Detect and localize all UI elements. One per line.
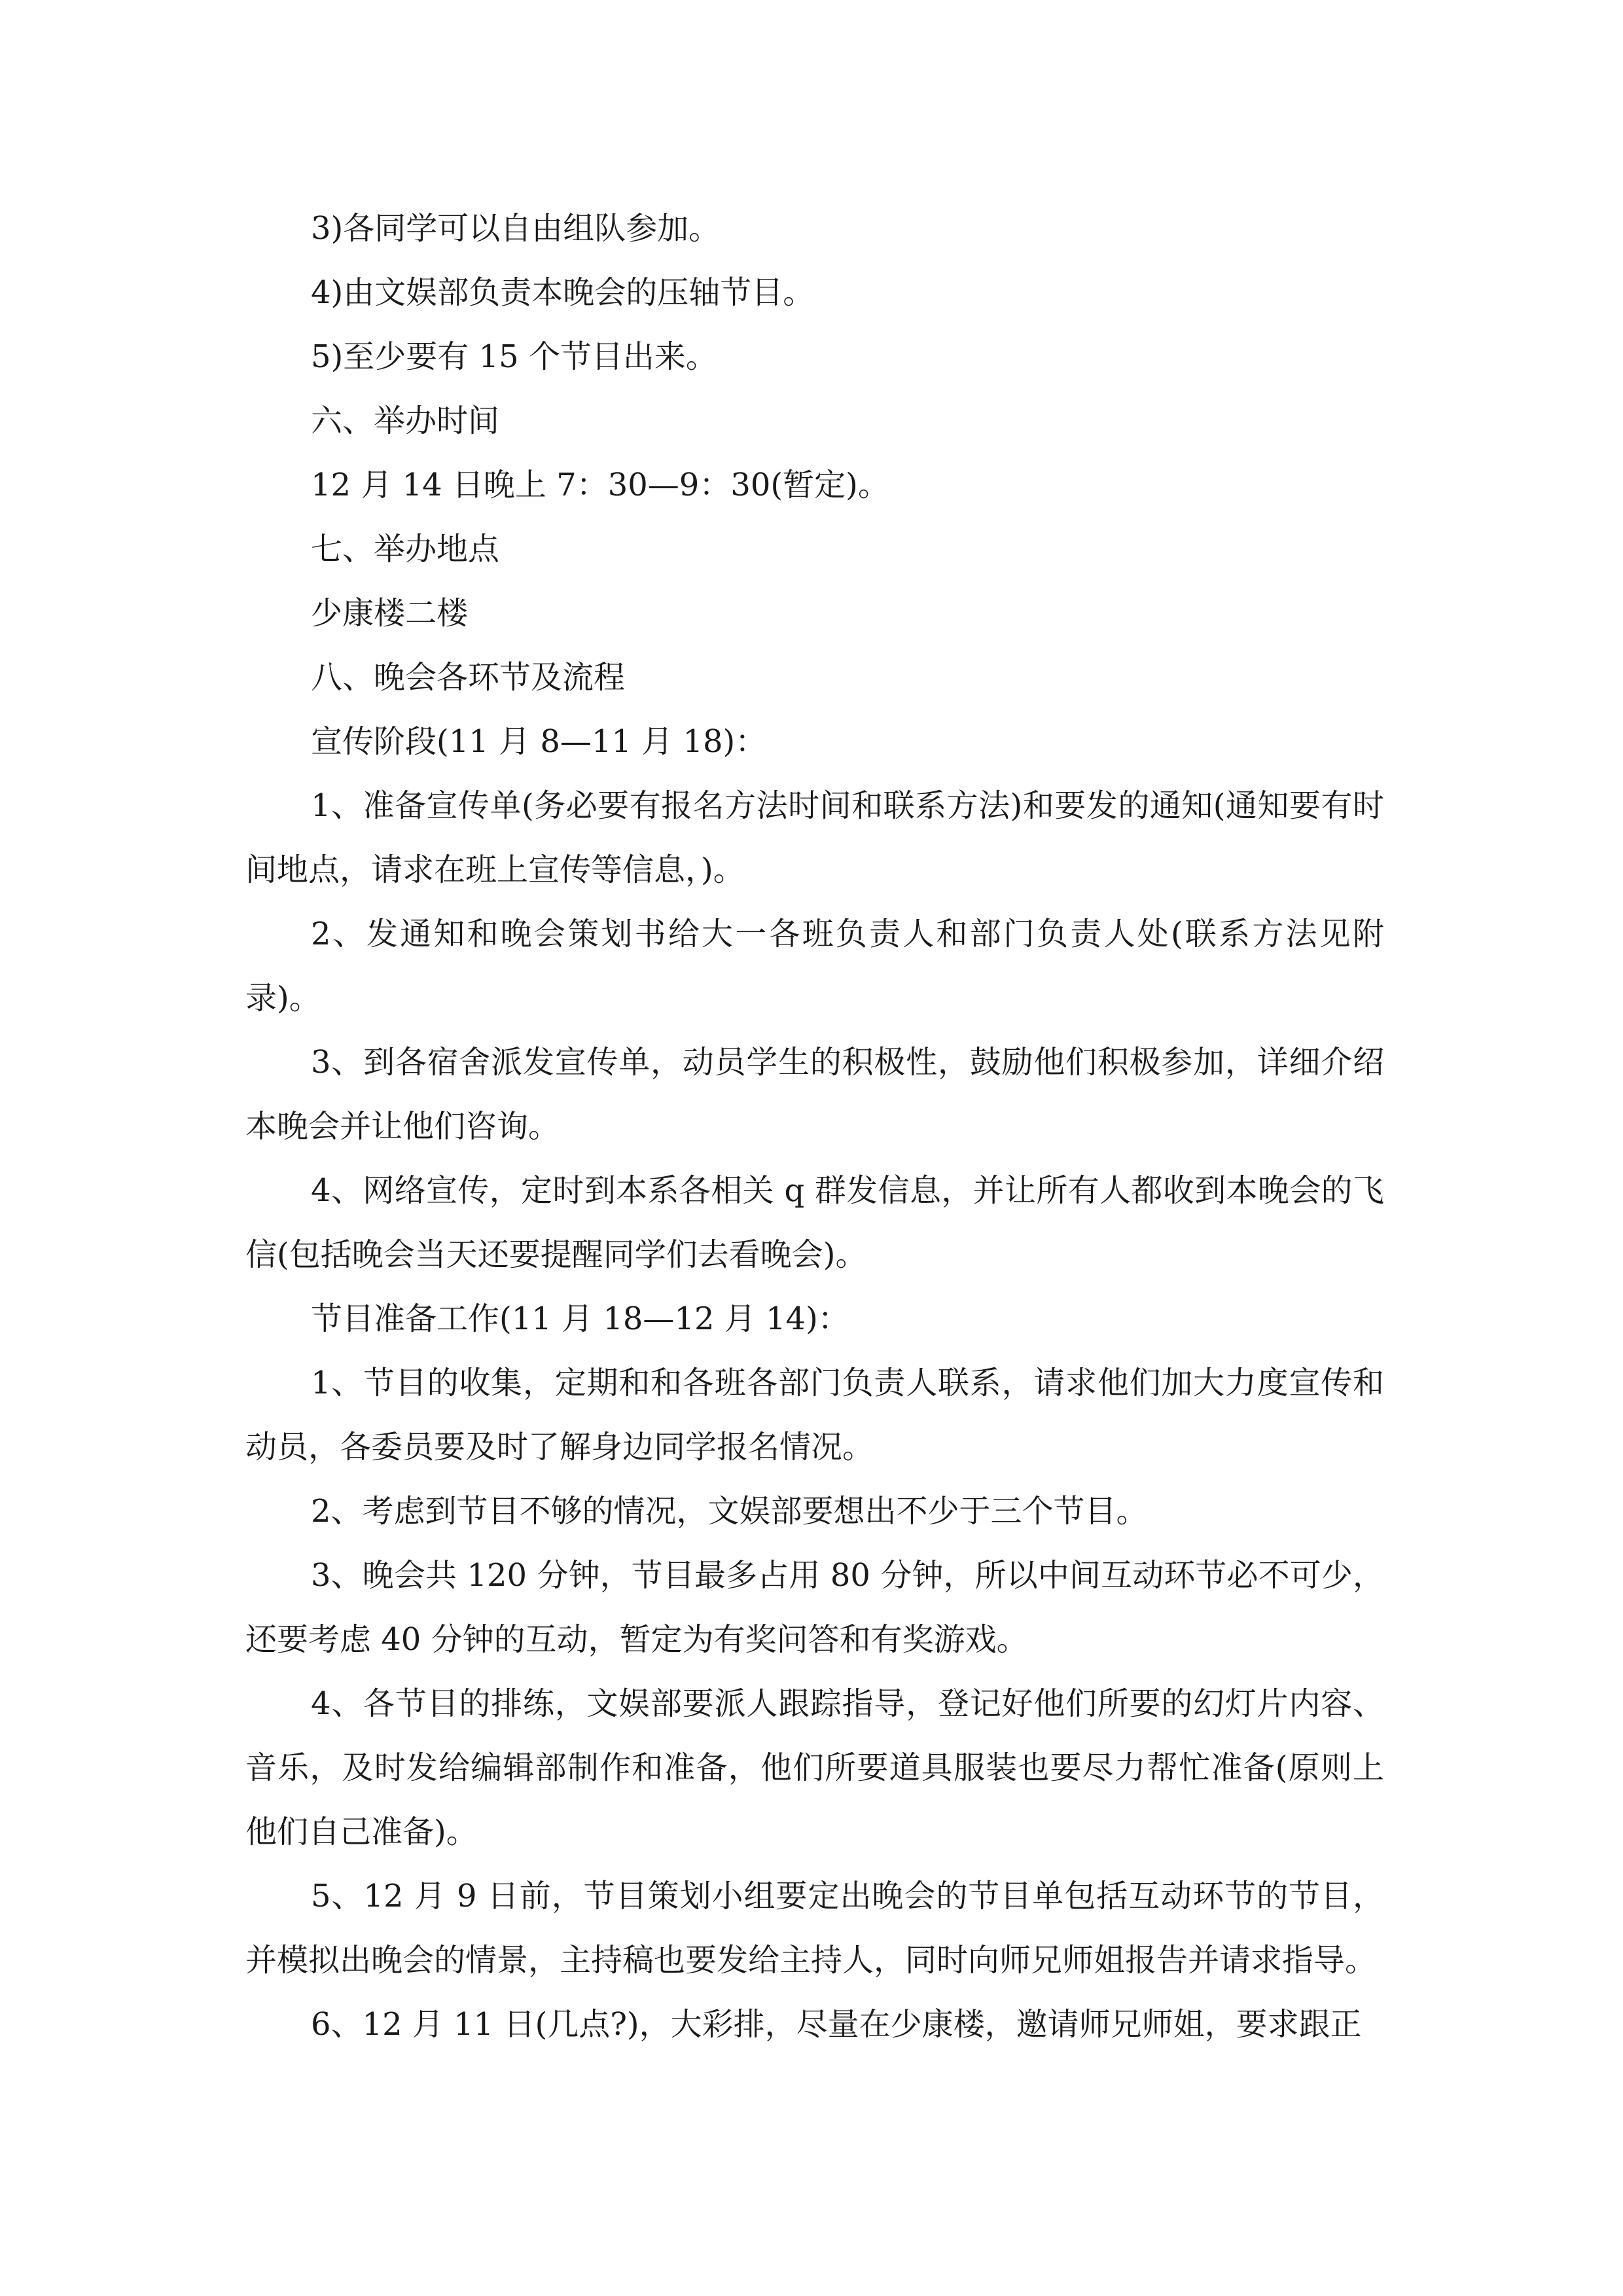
- paragraph: 5)至少要有 15 个节目出来。: [311, 338, 717, 375]
- paragraph: 3、晚会共 120 分钟，节目最多占用 80 分钟，所以中间互动环节必不可少，还要考虑 40 分钟的互动，暂定为有奖问答和有奖游戏。: [245, 1557, 1384, 1658]
- section-heading: 六、举办时间: [311, 403, 500, 439]
- paragraph: 2、发通知和晚会策划书给大一各班负责人和部门负责人处(联系方法见附录)。: [245, 916, 1384, 1016]
- paragraph: 4、各节目的排练，文娱部要派人跟踪指导，登记好他们所要的幻灯片内容、音乐，及时发给编辑部制作和准备，他们所要道具服装也要尽力帮忙准备(原则上他们自己准备)。: [245, 1685, 1384, 1850]
- paragraph: 6、12 月 11 日(几点?)，大彩排，尽量在少康楼，邀请师兄师姐，要求跟正: [311, 2006, 1362, 2043]
- paragraph: 12 月 14 日晚上 7：30—9：30(暂定)。: [311, 467, 889, 503]
- subsection-heading: 宣传阶段(11 月 8—11 月 18)：: [311, 723, 767, 760]
- subsection-heading: 节目准备工作(11 月 18—12 月 14)：: [311, 1300, 849, 1337]
- paragraph: 3、到各宿舍派发宣传单，动员学生的积极性，鼓励他们积极参加，详细介绍本晚会并让他们咨询。: [245, 1044, 1384, 1145]
- paragraph: 1、准备宣传单(务必要有报名方法时间和联系方法)和要发的通知(通知要有时间地点，请求在班上宣传等信息，)。: [245, 787, 1384, 888]
- document-body: [245, 196, 1384, 2056]
- section-heading: 八、晚会各环节及流程: [311, 659, 626, 696]
- paragraph: 5、12 月 9 日前，节目策划小组要定出晚会的节目单包括互动环节的节目，并模拟出晚会的情景，主持稿也要发给主持人，同时向师兄师姐报告并请求指导。: [245, 1878, 1384, 1979]
- paragraph: 4、网络宣传，定时到本系各相关 q 群发信息，并让所有人都收到本晚会的飞信(包括晚会当天还要提醒同学们去看晚会)。: [245, 1172, 1384, 1273]
- section-heading: 七、举办地点: [311, 531, 500, 567]
- paragraph: 1、节目的收集，定期和和各班各部门负责人联系，请求他们加大力度宣传和动员，各委员要及时了解身边同学报名情况。: [245, 1365, 1384, 1465]
- paragraph: 3)各同学可以自由组队参加。: [311, 210, 721, 247]
- paragraph: 2、考虑到节目不够的情况，文娱部要想出不少于三个节目。: [311, 1493, 1148, 1530]
- paragraph: 少康楼二楼: [311, 595, 469, 632]
- paragraph: 4)由文娱部负责本晚会的压轴节目。: [311, 274, 815, 311]
